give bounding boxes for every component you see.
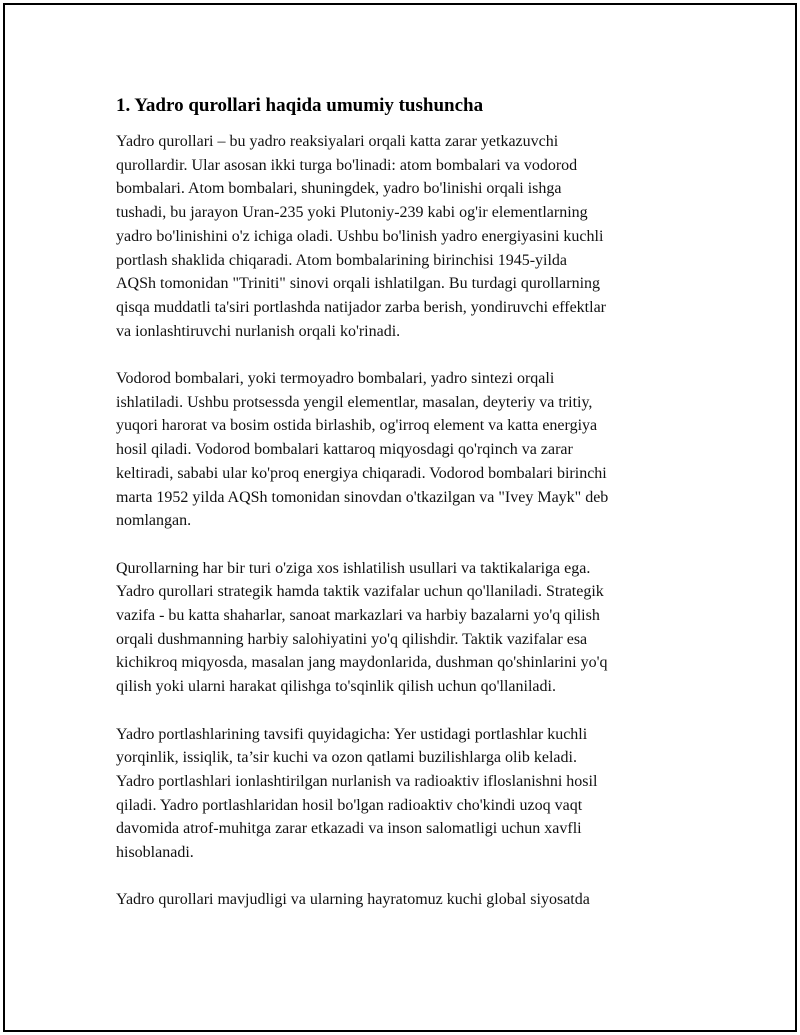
text-line: kichikroq miqyosda, masalan jang maydonlarida, dushman qo'shinlarini yo'q bbox=[116, 654, 608, 672]
text-line: marta 1952 yilda AQSh tomonidan sinovdan o'tkazilgan va "Ivey Mayk" deb bbox=[116, 488, 609, 506]
text-line: orqali dushmanning harbiy salohiyatini yo'q qilishdir. Taktik vazifalar esa bbox=[116, 630, 588, 648]
text-line: bombalari. Atom bombalari, shuningdek, yadro bo'linishi orqali ishga bbox=[116, 180, 562, 198]
text-line: tushadi, bu jarayon Uran-235 yoki Plutoniy-239 kabi og'ir elementlarning bbox=[116, 204, 588, 222]
body-paragraph bbox=[116, 557, 696, 699]
text-line: qisqa muddatli ta'siri portlashda natijador zarba berish, yondiruvchi effektlar bbox=[116, 298, 606, 316]
text-line: keltiradi, sababi ular ko'proq energiya chiqaradi. Vodorod bombalari birinchi bbox=[116, 464, 607, 482]
text-line: yadro bo'linishini o'z ichiga oladi. Ushbu bo'linish yadro energiyasini kuchli bbox=[116, 227, 604, 245]
body-paragraph bbox=[116, 130, 696, 343]
text-line: davomida atrof-muhitga zarar etkazadi va inson salomatligi uchun xavfli bbox=[116, 820, 582, 838]
text-line: Vodorod bombalari, yoki termoyadro bombalari, yadro sintezi orqali bbox=[116, 370, 555, 388]
text-line: yuqori harorat va bosim ostida birlashib, og'irroq element va katta energiya bbox=[116, 417, 598, 435]
text-line: qiladi. Yadro portlashlaridan hosil bo'lgan radioaktiv cho'kindi uzoq vaqt bbox=[116, 796, 583, 814]
text-line: portlash shaklida chiqaradi. Atom bombalarining birinchisi 1945-yilda bbox=[116, 251, 568, 269]
text-line: hisoblanadi. bbox=[116, 844, 194, 862]
text-line: ishlatiladi. Ushbu protsessda yengil elementlar, masalan, deyteriy va tritiy, bbox=[116, 393, 593, 411]
text-line: Yadro portlashlarining tavsifi quyidagicha: Yer ustidagi portlashlar kuchli bbox=[116, 725, 588, 743]
body-paragraph bbox=[116, 367, 696, 533]
section-heading: 1. Yadro qurollari haqida umumiy tushuncha bbox=[116, 95, 484, 116]
text-line: nomlangan. bbox=[116, 512, 192, 530]
text-line: Yadro qurollari strategik hamda taktik vazifalar uchun qo'llaniladi. Strategik bbox=[116, 583, 604, 601]
text-line: AQSh tomonidan "Triniti" sinovi orqali ishlatilgan. Bu turdagi qurollarning bbox=[116, 275, 601, 293]
text-line: Yadro qurollari – bu yadro reaksiyalari orqali katta zarar yetkazuvchi bbox=[116, 133, 559, 150]
text-line: qilish yoki ularni harakat qilishga to'sqinlik qilish uchun qo'llaniladi. bbox=[116, 678, 556, 696]
text-line: vazifa - bu katta shaharlar, sanoat markazlari va harbiy bazalarni yo'q qilish bbox=[116, 607, 600, 625]
text-line: hosil qiladi. Vodorod bombalari kattaroq miqyosdagi qo'rqinch va zarar bbox=[116, 441, 573, 459]
body-paragraph bbox=[116, 723, 696, 865]
text-line: Yadro portlashlari ionlashtirilgan nurlanish va radioaktiv ifloslanishni hosil bbox=[116, 772, 598, 790]
document-body bbox=[116, 94, 696, 936]
text-line: Yadro qurollari mavjudligi va ularning hayratomuz kuchi global siyosatda bbox=[116, 891, 590, 909]
text-line: va ionlashtiruvchi nurlanish orqali ko'rinadi. bbox=[116, 322, 401, 340]
text-line: yorqinlik, issiqlik, ta’sir kuchi va ozon qatlami buzilishlarga olib keladi. bbox=[116, 749, 577, 767]
body-paragraph bbox=[116, 888, 696, 912]
paragraph-list bbox=[116, 130, 696, 912]
text-line: Qurollarning har bir turi o'ziga xos ishlatilish usullari va taktikalariga ega. bbox=[116, 559, 591, 577]
text-line: qurollardir. Ular asosan ikki turga bo'linadi: atom bombalari va vodorod bbox=[116, 156, 578, 174]
